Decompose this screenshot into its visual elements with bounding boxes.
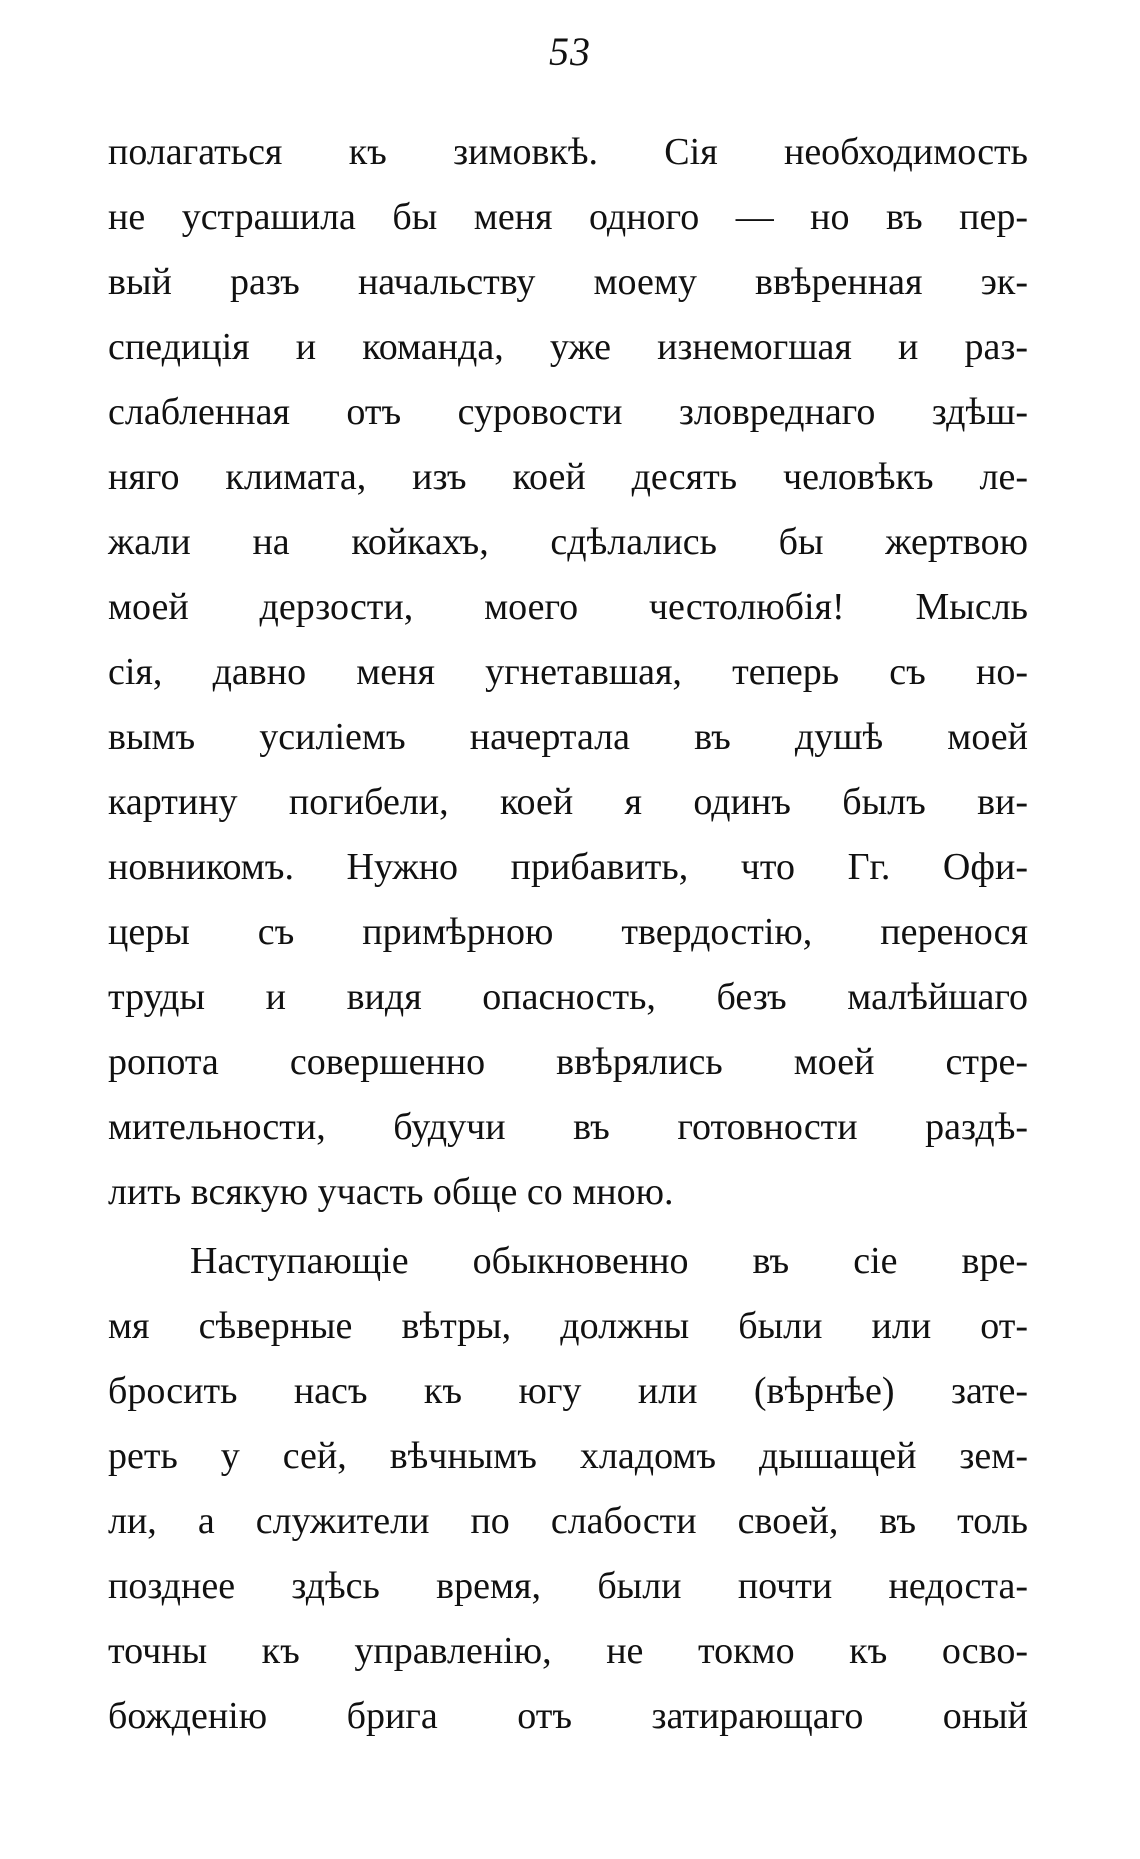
text-line: новникомъ. Нужно прибавить, что Гг. Офи- <box>108 846 1028 888</box>
text-line: няго климата, изъ коей десять человѣкъ ле- <box>108 456 1028 498</box>
text-line: сія, давно меня угнетавшая, теперь съ но- <box>108 651 1028 693</box>
text-line: точны къ управленію, не токмо къ осво- <box>108 1630 1028 1672</box>
paragraph-2 <box>108 1229 1028 1749</box>
text-line: лить всякую участь обще со мною. <box>108 1171 674 1213</box>
text-line: Наступающіе обыкновенно въ сіе вре- <box>190 1240 1028 1282</box>
text-body <box>108 120 1028 1749</box>
text-line: ропота совершенно ввѣрялись моей стре- <box>108 1041 1028 1083</box>
text-line: не устрашила бы меня одного — но въ пер- <box>108 196 1028 238</box>
page-number: 53 <box>549 29 591 74</box>
paragraph-1 <box>108 120 1028 1225</box>
text-line: мительности, будучи въ готовности раздѣ- <box>108 1106 1028 1148</box>
text-line: вымъ усиліемъ начертала въ душѣ моей <box>108 716 1028 758</box>
text-line: божденію брига отъ затирающаго оный <box>108 1695 1028 1737</box>
text-line: вый разъ начальству моему ввѣренная эк- <box>108 261 1028 303</box>
text-line: позднее здѣсь время, были почти недоста- <box>108 1565 1028 1607</box>
text-line: ли, а служители по слабости своей, въ толь <box>108 1500 1028 1542</box>
text-line: жали на койкахъ, сдѣлались бы жертвою <box>108 521 1028 563</box>
text-line: полагаться къ зимовкѣ. Сія необходимость <box>108 131 1028 173</box>
text-line: моей дерзости, моего честолюбія! Мысль <box>108 586 1028 628</box>
text-line: реть у сей, вѣчнымъ хладомъ дышащей зем- <box>108 1435 1028 1477</box>
text-line: церы съ примѣрною твердостію, перенося <box>108 911 1028 953</box>
text-line: мя сѣверные вѣтры, должны были или от- <box>108 1305 1028 1347</box>
text-line: бросить насъ къ югу или (вѣрнѣе) зате- <box>108 1370 1028 1412</box>
text-line: слабленная отъ суровости зловреднаго здѣш- <box>108 391 1028 433</box>
text-line: труды и видя опасность, безъ малѣйшаго <box>108 976 1028 1018</box>
text-line: спедиція и команда, уже изнемогшая и раз- <box>108 326 1028 368</box>
text-line: картину погибели, коей я одинъ былъ ви- <box>108 781 1028 823</box>
